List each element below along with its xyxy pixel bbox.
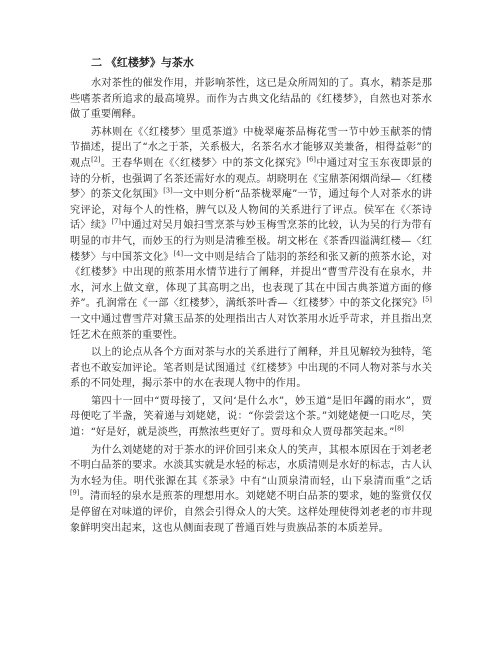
citation-marker: [8]: [394, 424, 404, 433]
citation-marker: [7]: [111, 217, 121, 226]
citation-marker: [4]: [173, 249, 184, 258]
section-heading: 二 《红楼梦》与茶水: [91, 56, 194, 69]
citation-marker: [3]: [163, 186, 173, 195]
paragraph-4: 第四十一回中“贾母接了，又问‘是什么水”，妙玉道“是旧年蠲的雨水”，贾母便吃了半盏，笑着递与刘姥姥，说：“你尝尝这个茶。”刘姥姥便一口吃尽，笑道：“好是好，就是淡些，再熬浓些更好了。贾母和众人贾母都笑起来。”[8]: [70, 395, 432, 439]
citation-marker: [9]: [70, 489, 80, 498]
paragraph-5: 为什么刘姥姥的对于茶水的评价回引来众人的笑声，其根本原因在于刘老老不明白品茶的要求。水淡其实就是水轻的标志，水质清则是水好的标志，古人认为水轻为佳。明代张源在其《茶录》中有“山顶泉清而轻，山下泉清而重”之话[9]。清而轻的泉水是煎茶的理想用水。刘姥姥不明白品茶的要求，她的鉴赏仅仅是停留在对味道的评价，自然会引得众人的大笑。这样处理使得刘老老的市井现象鲜明突出起来，这也从侧面表现了普通百姓与贵族品茶的本质差异。: [70, 444, 432, 534]
body-text: [70, 76, 432, 536]
paragraph-3: 以上的论点从各个方面对茶与水的关系进行了阐释，并且见解较为独特，笔者也不敢妄加评论。笔者则是试图通过《红楼梦》中出现的不同人物对茶与水关系的不同处理，揭示茶中的水在表现人物中的作用。: [70, 347, 432, 390]
citation-marker: [6]: [306, 155, 317, 164]
citation-marker: [2]: [91, 155, 101, 164]
citation-marker: [5]: [422, 295, 432, 304]
paragraph-2: 苏林则在《〈红楼梦〉里觅茶道》中栊翠庵茶品梅花雪一节中妙玉献茶的情节描述，提出了“水之于茶，关系极大，名茶名水才能够双美兼备，相得益彰”的观点[2]。王春华则在《〈红楼梦〉中的茶文化探究》[6]中通过对宝玉东夜即景的诗的分析，也强调了名茶还需好水的观点。胡晓明在《宝鼎茶闲烟尚绿—〈红楼梦〉的茶文化氛围》[3]一文中则分析“品茶栊翠庵”一节，通过每个人对茶水的讲究评论，对每个人的性格，脾气以及人物间的关系进行了评点。侯军在《〈茶诗话〉续》[7]中通过对吴月娘扫雪烹茶与妙玉梅雪烹茶的比较，认为吴的行为带有明显的市井气，而妙玉的行为则是清雅至极。胡文彬在《茶香四溢满红楼—〈红楼梦〉与中国茶文化》[4]一文中则是结合了陆羽的茶经和张又新的煎茶水论，对《红楼梦》中出现的煎茶用水情节进行了阐释，并提出“曹雪芹没有在泉水，井水，河水上做文章，体现了其高明之出，也表现了其在中国古典茶道方面的修养”。孔润常在《一部〈红楼梦〉，满纸茶叶香—〈红楼梦〉中的茶文化探究》[5]一文中通过曹雪芹对黛玉品茶的处理指出古人对饮茶用水近乎苛求，并且指出烹饪艺术在煎茶的重要性。: [70, 126, 432, 341]
paragraph-1: 水对茶性的催发作用，并影响茶性，这已是众所周知的了。真水，精茶是那些嗜茶者所追求的最高境界。而作为古典文化结晶的《红楼梦》，自然也对茶水做了重要阐释。: [70, 78, 432, 121]
